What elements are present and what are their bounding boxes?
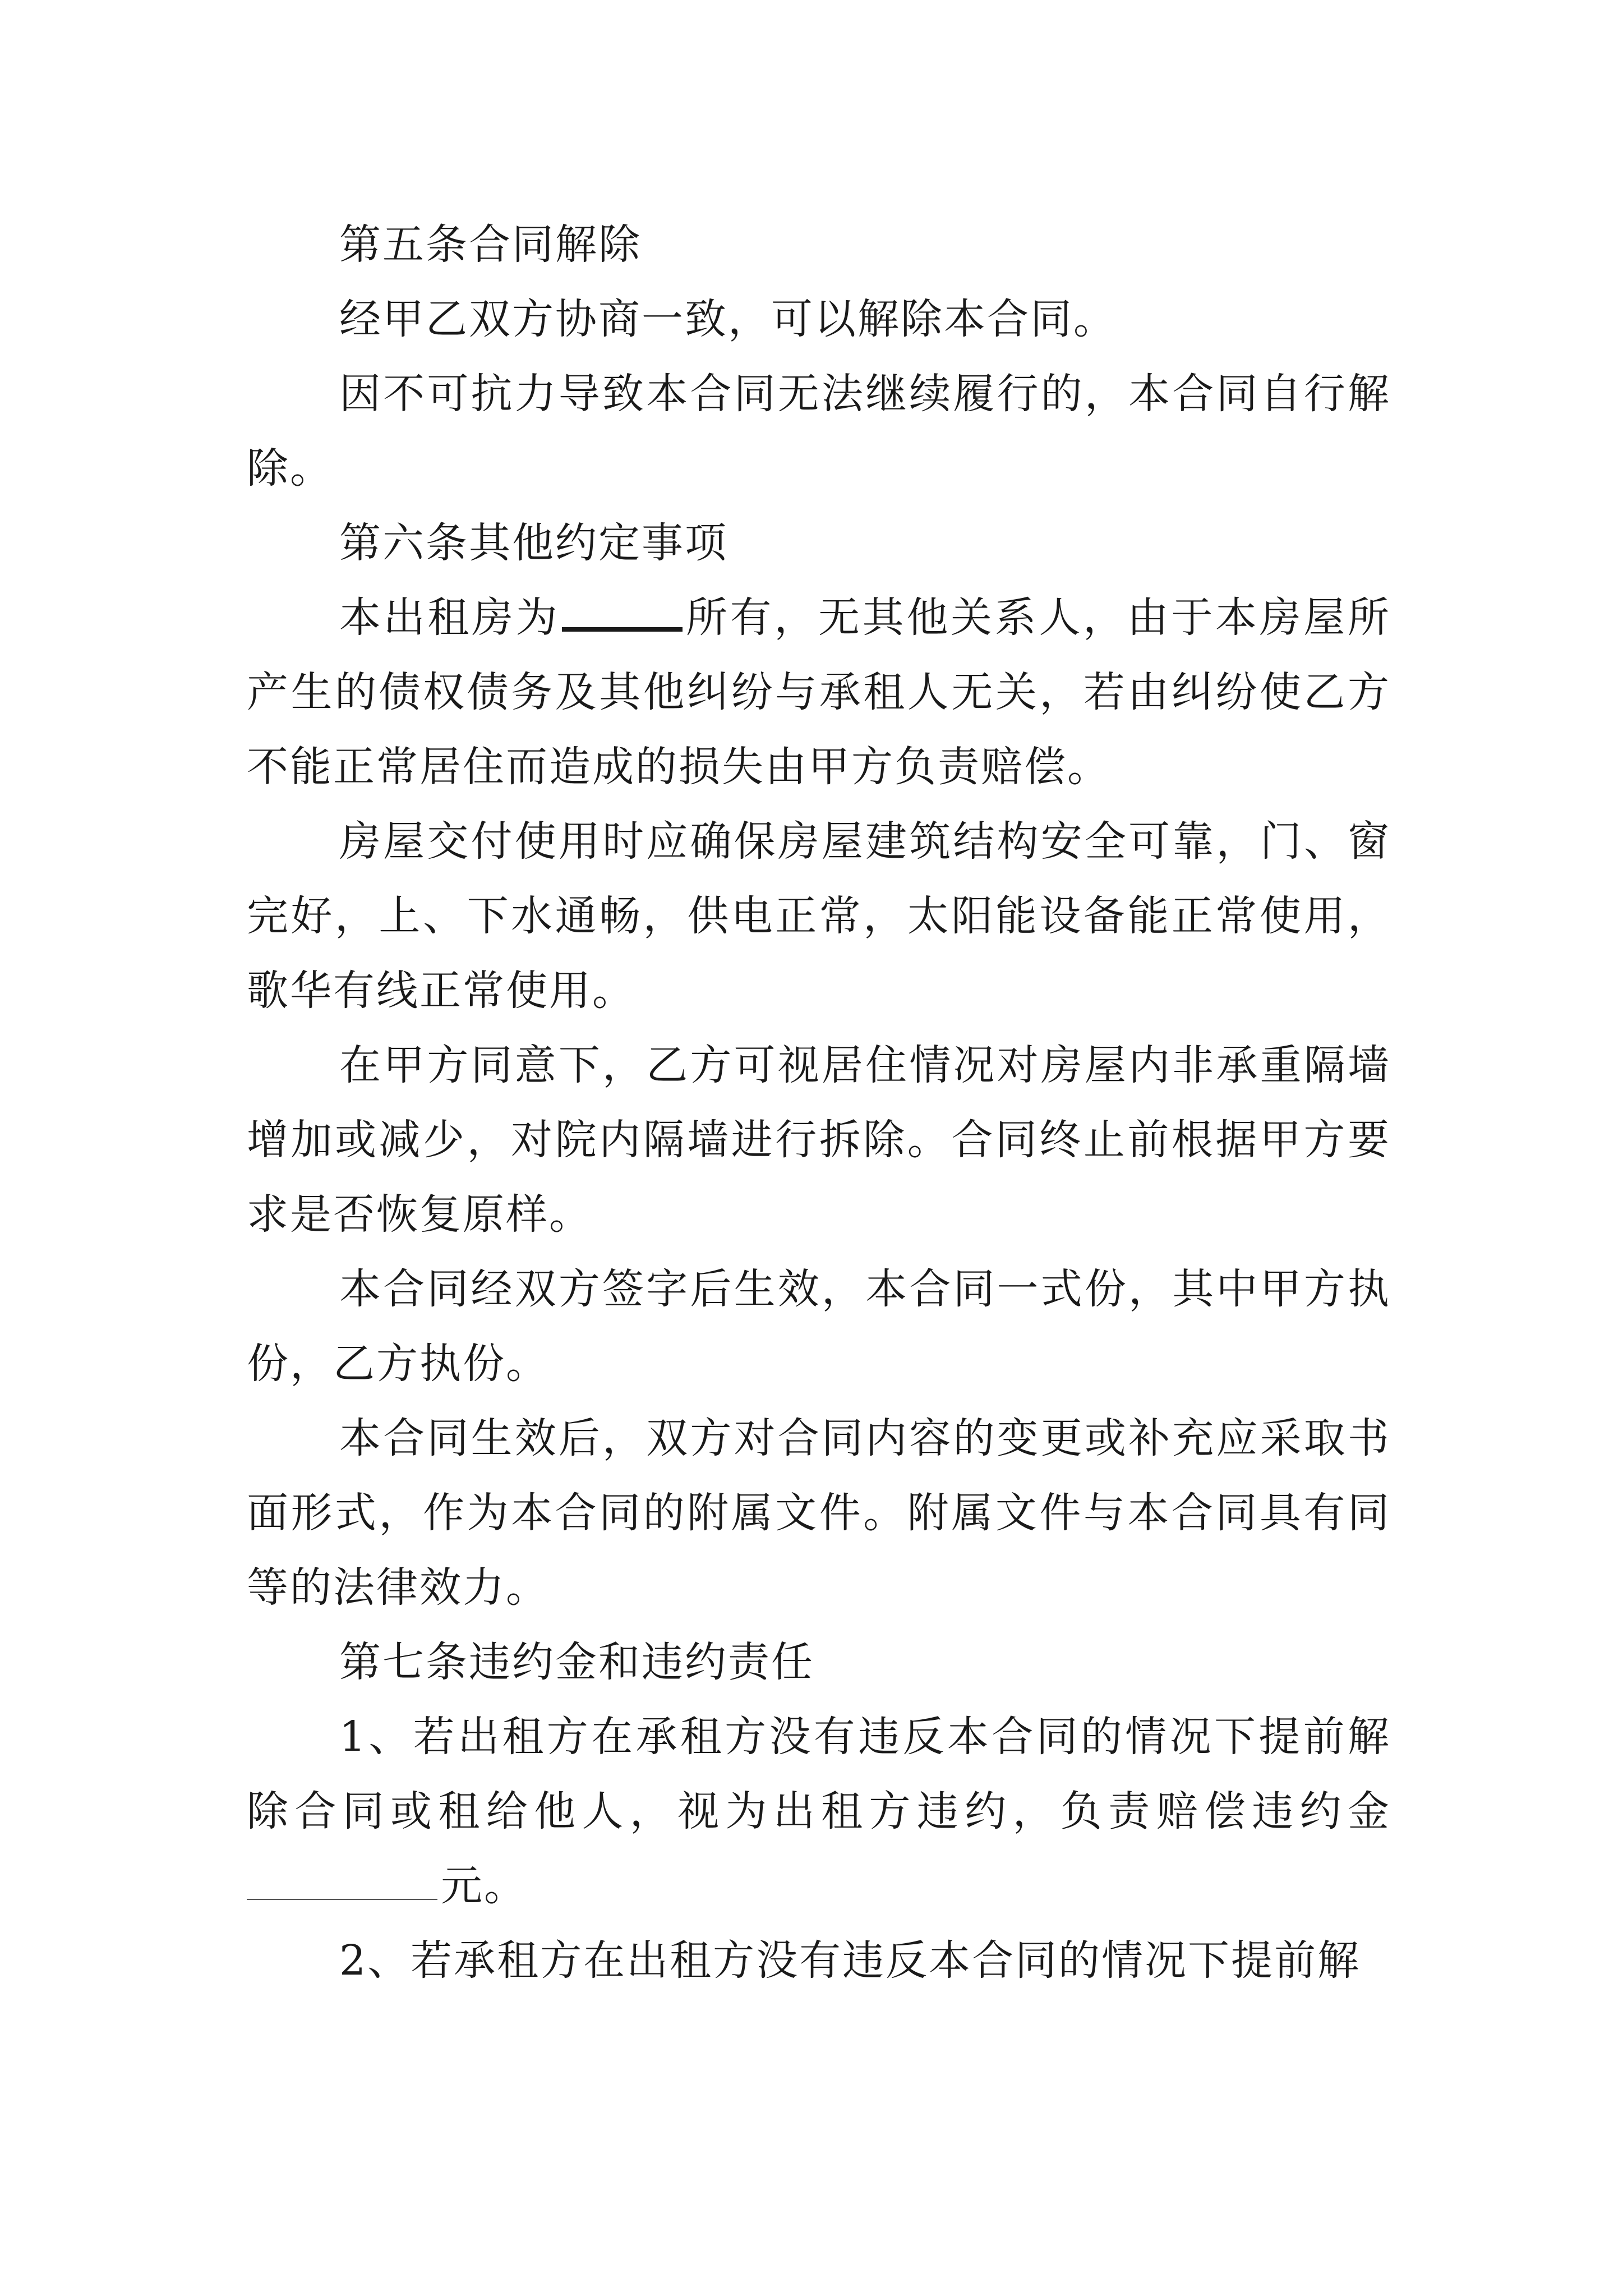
ownership-text-after: 所有，无其他关系人，由于本房屋所产生的债权债务及其他纠纷与承租人无关，若由纠纷使乙方不能正常居住而造成的损失由甲方负责赔偿。 [247, 593, 1391, 791]
section-heading-other-terms: 第六条其他约定事项 [339, 519, 728, 567]
paragraph-amendments: 本合同生效后，双方对合同内容的变更或补充应采取书面形式，作为本合同的附属文件。附属文件与本合同具有同等的法律效力。 [247, 1414, 1391, 1612]
paragraph-partition-walls: 在甲方同意下，乙方可视居住情况对房屋内非承重隔墙增加或减少，对院内隔墙进行拆除。合同终止前根据甲方要求是否恢复原样。 [247, 1041, 1391, 1239]
owner-fill-blank [562, 588, 683, 632]
paragraph-effectiveness: 本合同经双方签字后生效，本合同一式份，其中甲方执份，乙方执份。 [247, 1265, 1391, 1388]
penalty-unit-text: 元。 [441, 1862, 527, 1910]
penalty-amount-blank [247, 1860, 437, 1900]
section-heading-breach: 第七条违约金和违约责任 [339, 1638, 814, 1686]
paragraph-property-ownership [247, 581, 1391, 804]
paragraph-mutual-termination: 经甲乙双方协商一致，可以解除本合同。 [339, 295, 1117, 343]
lessor-breach-text: 1、若出租方在承租方没有违反本合同的情况下提前解除合同或租给他人，视为出租方违约，负责赔偿违约金 [247, 1713, 1391, 1835]
paragraph-lessor-breach [247, 1700, 1391, 1924]
paragraph-lessee-breach: 2、若承租方在出租方没有违反本合同的情况下提前解 [339, 1936, 1361, 1985]
paragraph-force-majeure: 因不可抗力导致本合同无法继续履行的，本合同自行解除。 [247, 370, 1391, 493]
contract-body [247, 208, 1391, 1998]
ownership-text-before: 本出租房为 [339, 593, 560, 642]
paragraph-delivery-condition: 房屋交付使用时应确保房屋建筑结构安全可靠，门、窗完好，上、下水通畅，供电正常，太阳能设备能正常使用，歌华有线正常使用。 [247, 817, 1391, 1015]
section-heading-termination: 第五条合同解除 [339, 220, 642, 269]
